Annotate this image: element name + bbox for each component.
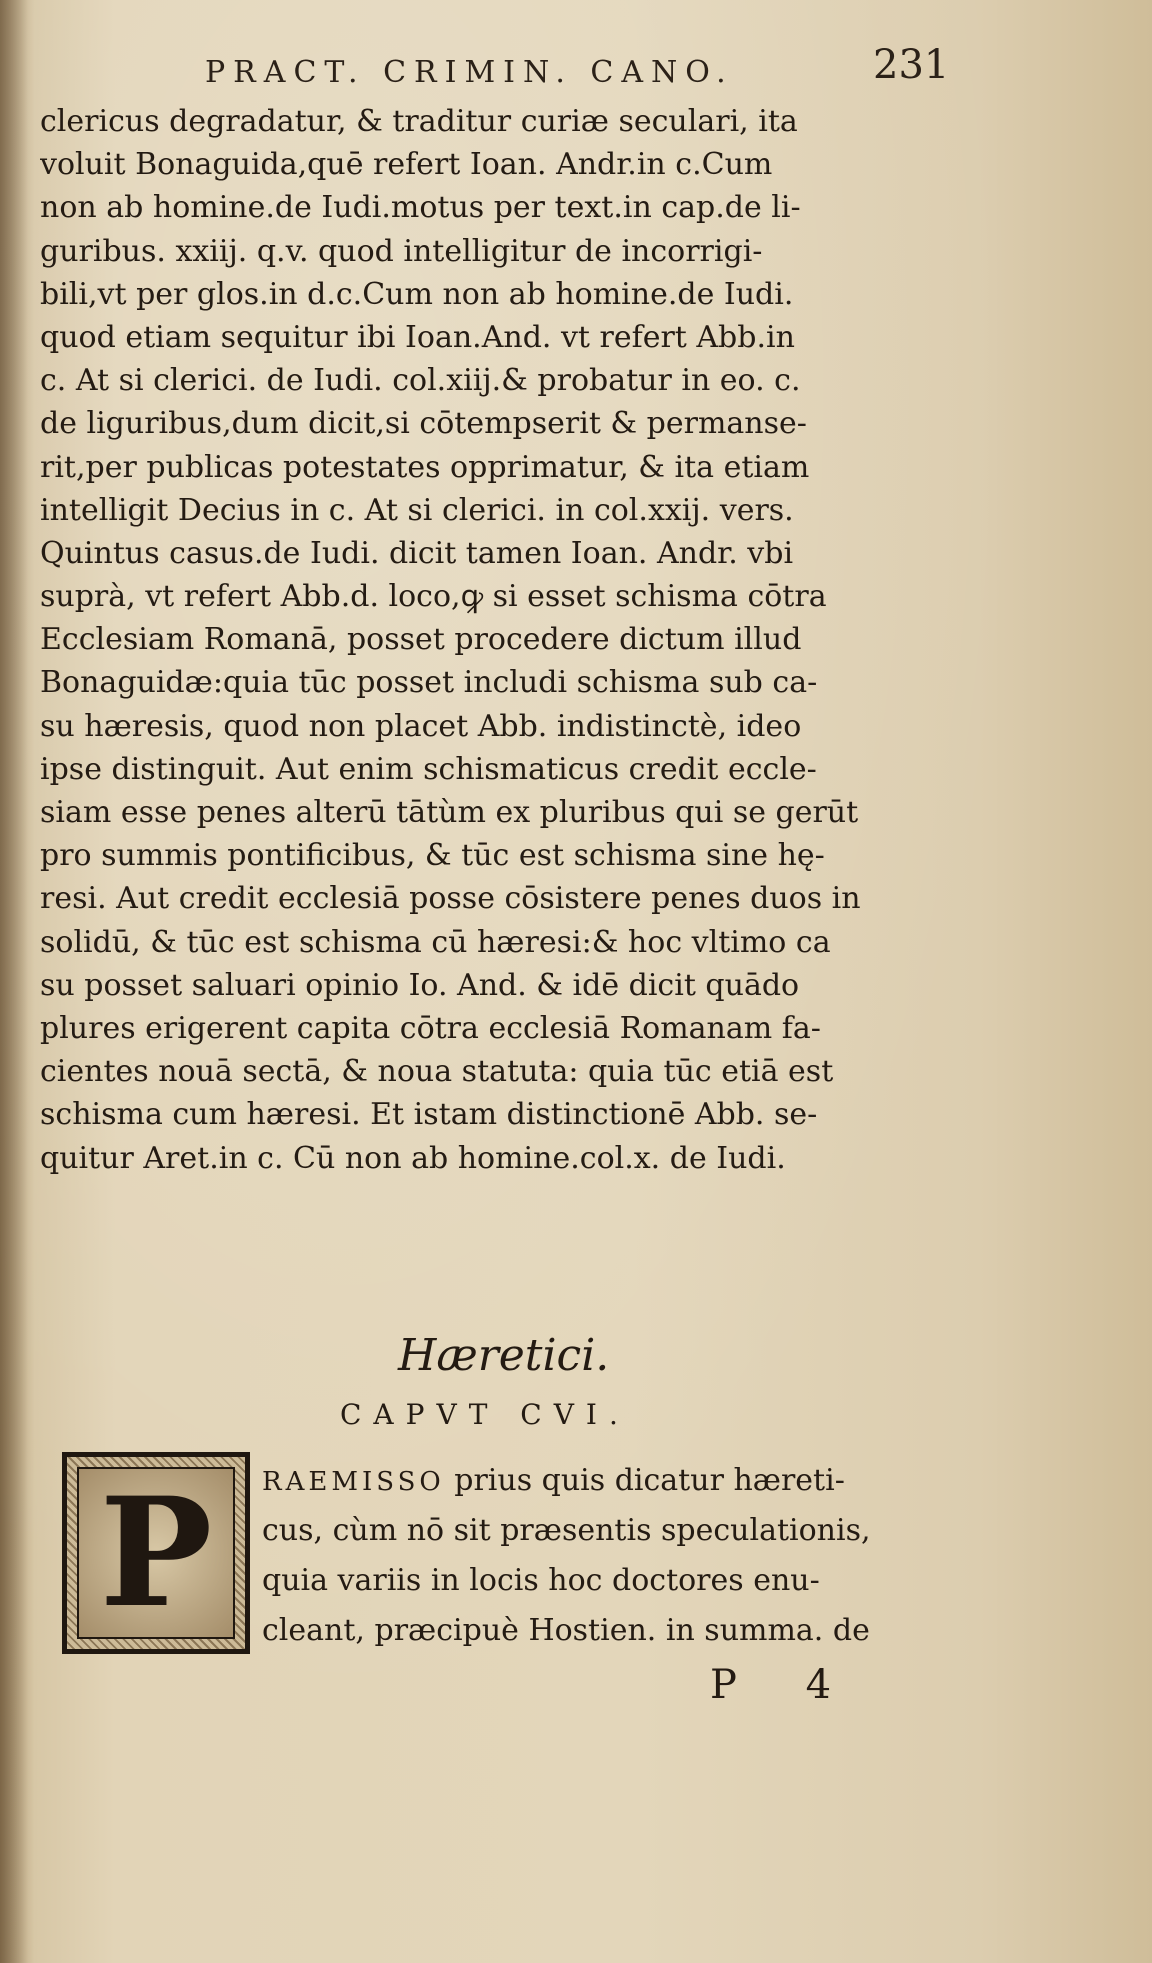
text-line: quia variis in locis hoc doctores enu- (262, 1563, 820, 1598)
chapter-label: CAPVT CVI. (340, 1398, 630, 1431)
text-line: guribus. xxiij. q.v. quod intelligitur de incorrigi- (40, 233, 763, 269)
text-line: siam esse penes alterū tātùm ex pluribus qui se gerūt (40, 795, 859, 830)
text-span: prius quis dicatur hæreti- (444, 1463, 845, 1498)
text-line: cus, cùm nō sit præsentis speculationis, (262, 1513, 871, 1548)
ornament-frame-icon (77, 1467, 235, 1639)
text-line: suprà, vt refert Abb.d. loco,ꝙ si esset schisma cōtra (40, 579, 827, 615)
running-head: PRACT. CRIMIN. CANO. (205, 55, 734, 90)
page-number: 231 (873, 42, 950, 88)
signature-mark: P 4 (710, 1662, 860, 1708)
text-line: Bonaguidæ:quia tūc posset includi schisma sub ca- (40, 665, 818, 701)
text-line: schisma cum hæresi. Et istam distinctionē Abb. se- (40, 1097, 818, 1133)
text-line: pro summis pontificibus, & tūc est schisma sine hę- (40, 838, 825, 874)
text-line: cleant, præcipuè Hostien. in summa. de (262, 1613, 870, 1648)
text-line: solidū, & tūc est schisma cū hæresi:& hoc vltimo ca (40, 924, 831, 960)
text-line: non ab homine.de Iudi.motus per text.in cap.de li- (40, 190, 801, 226)
text-line: intelligit Decius in c. At si clerici. in col.xxij. vers. (40, 492, 794, 528)
opening-paragraph (262, 1456, 942, 1656)
text-line: Quintus casus.de Iudi. dicit tamen Ioan. Andr. vbi (40, 535, 794, 571)
decorated-initial (62, 1452, 250, 1654)
text-line: clericus degradatur, & traditur curiæ seculari, ita (40, 104, 798, 139)
text-line: rit,per publicas potestates opprimatur, & ita etiam (40, 449, 810, 485)
initial-letter: P (99, 1465, 213, 1641)
text-line: resi. Aut credit ecclesiā posse cōsistere penes duos in (40, 881, 861, 917)
small-caps-word: RAEMISSO (262, 1467, 445, 1497)
text-line: su posset saluari opinio Io. And. & idē dicit quādo (40, 967, 800, 1003)
text-line: bili,vt per glos.in d.c.Cum non ab homine.de Iudi. (40, 276, 794, 312)
text-line (262, 1456, 942, 1506)
text-line: cientes nouā sectā, & noua statuta: quia tūc etiā est (40, 1054, 834, 1090)
text-line: ipse distinguit. Aut enim schismaticus credit eccle- (40, 751, 817, 787)
text-line: Ecclesiam Romanā, posset procedere dictum illud (40, 622, 802, 658)
text-line: de liguribus,dum dicit,si cōtempserit & permanse- (40, 406, 807, 442)
text-line: c. At si clerici. de Iudi. col.xiij.& probatur in eo. c. (40, 363, 801, 399)
body-text (40, 100, 920, 1180)
text-line: quitur Aret.in c. Cū non ab homine.col.x. de Iudi. (40, 1140, 786, 1176)
section-heading: Hæretici. (398, 1330, 610, 1381)
text-line: plures erigerent capita cōtra ecclesiā Romanam fa- (40, 1010, 821, 1046)
text-line: su hæresis, quod non placet Abb. indistinctè, ideo (40, 708, 802, 744)
page-gutter-shadow (0, 0, 28, 1963)
text-line: voluit Bonaguida,quē refert Ioan. Andr.in c.Cum (40, 147, 773, 183)
text-line: quod etiam sequitur ibi Ioan.And. vt refert Abb.in (40, 319, 795, 355)
